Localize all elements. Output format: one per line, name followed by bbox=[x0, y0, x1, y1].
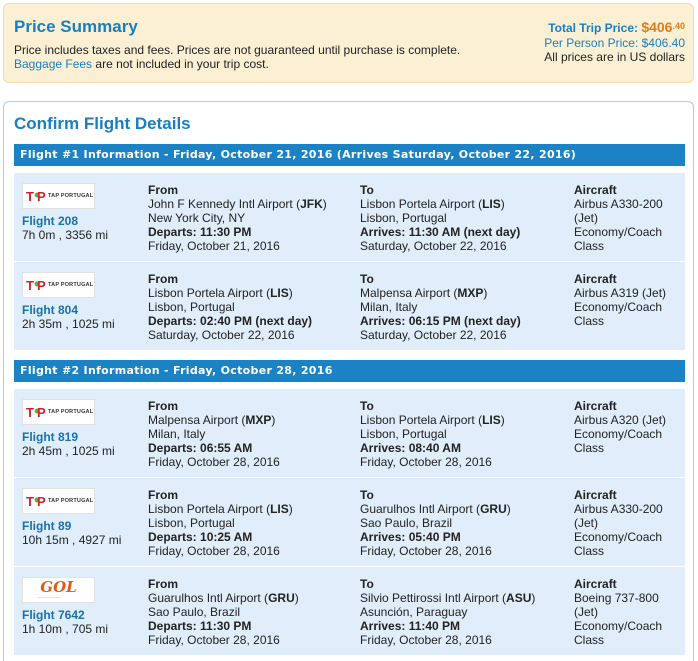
arrival-time: Arrives: 11:30 AM (next day) bbox=[360, 225, 521, 239]
svg-text:T: T bbox=[26, 494, 34, 509]
to-label: To bbox=[360, 272, 374, 286]
to-cell bbox=[351, 391, 564, 475]
gol-tagline: ~~~~~~~~~~ bbox=[37, 595, 61, 600]
from-label: From bbox=[148, 488, 178, 502]
tap-portugal-logo bbox=[22, 272, 95, 298]
aircraft-cell bbox=[565, 480, 683, 564]
flight-duration: 7h 0m , 3356 mi bbox=[22, 228, 109, 242]
from-paren: ) bbox=[294, 591, 299, 605]
tap-wordmark: TAP PORTUGAL bbox=[48, 282, 94, 288]
aircraft-label: Aircraft bbox=[574, 488, 617, 502]
baggage-note bbox=[14, 57, 269, 71]
tap-portugal-logo bbox=[22, 488, 95, 514]
from-paren: ) bbox=[322, 197, 327, 211]
airline-cell bbox=[16, 480, 138, 564]
flight-number: Flight 208 bbox=[22, 214, 79, 228]
flight-number: Flight 804 bbox=[22, 303, 79, 317]
svg-text:P: P bbox=[37, 189, 46, 204]
arrival-date: Friday, October 28, 2016 bbox=[360, 544, 492, 558]
from-label: From bbox=[148, 577, 178, 591]
arrival-date: Friday, October 28, 2016 bbox=[360, 633, 492, 647]
to-city: Lisbon, Portugal bbox=[360, 427, 447, 441]
arrival-date: Friday, October 28, 2016 bbox=[360, 455, 492, 469]
flight-leg-row bbox=[14, 388, 685, 477]
from-label: From bbox=[148, 183, 178, 197]
flight-section-header: Flight #2 Information - Friday, October 28, 2016 bbox=[14, 360, 685, 382]
arrival-date: Saturday, October 22, 2016 bbox=[360, 328, 507, 342]
tap-emblem-icon bbox=[26, 494, 48, 510]
departure-time: Departs: 10:25 AM bbox=[148, 530, 253, 544]
confirm-flight-details-title: Confirm Flight Details bbox=[14, 114, 191, 133]
from-cell bbox=[139, 391, 350, 475]
to-cell bbox=[351, 264, 564, 348]
svg-text:P: P bbox=[37, 494, 46, 509]
flight-number: Flight 819 bbox=[22, 430, 79, 444]
total-trip-price bbox=[544, 19, 685, 36]
from-label: From bbox=[148, 272, 178, 286]
departure-time: Departs: 02:40 PM (next day) bbox=[148, 314, 313, 328]
to-cell bbox=[351, 569, 564, 653]
price-summary-panel bbox=[3, 3, 694, 83]
tap-emblem-icon bbox=[26, 405, 48, 421]
to-label: To bbox=[360, 488, 374, 502]
to-label: To bbox=[360, 183, 374, 197]
to-airport: Malpensa Airport (MXP) bbox=[360, 286, 488, 300]
to-city: Lisbon, Portugal bbox=[360, 211, 447, 225]
aircraft-label: Aircraft bbox=[574, 577, 617, 591]
airline-cell bbox=[16, 391, 138, 475]
from-paren: ) bbox=[288, 286, 293, 300]
price-note: Price includes taxes and fees. Prices are not guaranteed until purchase is complete. bbox=[14, 43, 461, 57]
flight-section bbox=[14, 360, 685, 655]
flight-section-header: Flight #1 Information - Friday, October 21, 2016 (Arrives Saturday, October 22, 2016) bbox=[14, 144, 685, 166]
from-cell bbox=[139, 175, 350, 259]
from-city: Milan, Italy bbox=[148, 427, 206, 441]
to-paren: ) bbox=[531, 591, 536, 605]
to-airport: Silvio Pettirossi Intl Airport (ASU) bbox=[360, 591, 536, 605]
from-paren: ) bbox=[271, 413, 276, 427]
flight-leg-row bbox=[14, 477, 685, 566]
to-city: Milan, Italy bbox=[360, 300, 418, 314]
aircraft-label: Aircraft bbox=[574, 272, 617, 286]
flight-number: Flight 7642 bbox=[22, 608, 85, 622]
departure-date: Friday, October 28, 2016 bbox=[148, 544, 280, 558]
tap-portugal-logo bbox=[22, 183, 95, 209]
from-city: New York City, NY bbox=[148, 211, 246, 225]
flight-duration: 2h 35m , 1025 mi bbox=[22, 317, 115, 331]
flight-section bbox=[14, 144, 685, 350]
currency-note: All prices are in US dollars bbox=[544, 50, 685, 64]
aircraft-cell bbox=[565, 264, 683, 348]
to-airport: Lisbon Portela Airport (LIS) bbox=[360, 197, 505, 211]
gol-logo bbox=[22, 577, 95, 603]
from-cell bbox=[139, 569, 350, 653]
departure-time: Departs: 06:55 AM bbox=[148, 441, 253, 455]
confirm-flight-details-panel bbox=[3, 101, 694, 661]
to-paren: ) bbox=[500, 197, 505, 211]
departure-date: Friday, October 28, 2016 bbox=[148, 633, 280, 647]
aircraft-type: Airbus A320 (Jet) Economy/Coach Class bbox=[574, 413, 667, 455]
to-label: To bbox=[360, 577, 374, 591]
aircraft-label: Aircraft bbox=[574, 399, 617, 413]
aircraft-type: Boeing 737-800 (Jet) Economy/Coach Class bbox=[574, 591, 663, 647]
aircraft-cell bbox=[565, 175, 683, 259]
total-amount-cents: .40 bbox=[672, 21, 685, 31]
from-airport: Lisbon Portela Airport (LIS) bbox=[148, 502, 293, 516]
tap-emblem-icon bbox=[26, 278, 48, 294]
arrival-time: Arrives: 08:40 AM bbox=[360, 441, 461, 455]
baggage-fees-link[interactable]: Baggage Fees bbox=[14, 57, 93, 71]
flight-leg-row bbox=[14, 172, 685, 261]
to-city: Sao Paulo, Brazil bbox=[360, 516, 453, 530]
from-city: Sao Paulo, Brazil bbox=[148, 605, 241, 619]
arrival-time: Arrives: 05:40 PM bbox=[360, 530, 461, 544]
arrival-time: Arrives: 11:40 PM bbox=[360, 619, 461, 633]
departure-time: Departs: 11:30 PM bbox=[148, 619, 252, 633]
flight-leg-row bbox=[14, 261, 685, 350]
price-summary-title: Price Summary bbox=[14, 17, 138, 36]
airline-cell bbox=[16, 175, 138, 259]
flight-duration: 2h 45m , 1025 mi bbox=[22, 444, 115, 458]
total-amount-whole: $406 bbox=[641, 19, 673, 35]
baggage-note-text: are not included in your trip cost. bbox=[92, 57, 269, 71]
flight-duration: 1h 10m , 705 mi bbox=[22, 622, 109, 636]
gol-wordmark: GOL bbox=[40, 578, 77, 596]
arrival-time: Arrives: 06:15 PM (next day) bbox=[360, 314, 521, 328]
to-paren: ) bbox=[506, 502, 511, 516]
to-label: To bbox=[360, 399, 374, 413]
from-city: Lisbon, Portugal bbox=[148, 516, 235, 530]
departure-date: Saturday, October 22, 2016 bbox=[148, 328, 295, 342]
departure-date: Friday, October 21, 2016 bbox=[148, 239, 280, 253]
flight-duration: 10h 15m , 4927 mi bbox=[22, 533, 122, 547]
flight-leg-row bbox=[14, 566, 685, 655]
from-city: Lisbon, Portugal bbox=[148, 300, 235, 314]
tap-wordmark: TAP PORTUGAL bbox=[48, 193, 94, 199]
departure-date: Friday, October 28, 2016 bbox=[148, 455, 280, 469]
from-cell bbox=[139, 480, 350, 564]
aircraft-type: Airbus A319 (Jet) Economy/Coach Class bbox=[574, 286, 667, 328]
to-airport: Lisbon Portela Airport (LIS) bbox=[360, 413, 505, 427]
from-paren: ) bbox=[288, 502, 293, 516]
svg-text:T: T bbox=[26, 189, 34, 204]
from-airport: Malpensa Airport (MXP) bbox=[148, 413, 276, 427]
from-cell bbox=[139, 264, 350, 348]
tap-wordmark: TAP PORTUGAL bbox=[48, 498, 94, 504]
to-paren: ) bbox=[483, 286, 488, 300]
airline-cell bbox=[16, 264, 138, 348]
departure-time: Departs: 11:30 PM bbox=[148, 225, 252, 239]
from-label: From bbox=[148, 399, 178, 413]
svg-text:P: P bbox=[37, 405, 46, 420]
aircraft-label: Aircraft bbox=[574, 183, 617, 197]
from-airport: John F Kennedy Intl Airport (JFK) bbox=[148, 197, 327, 211]
from-airport: Lisbon Portela Airport (LIS) bbox=[148, 286, 293, 300]
price-totals bbox=[544, 19, 685, 64]
to-cell bbox=[351, 480, 564, 564]
airline-cell bbox=[16, 569, 138, 653]
flight-number: Flight 89 bbox=[22, 519, 72, 533]
to-cell bbox=[351, 175, 564, 259]
aircraft-cell bbox=[565, 391, 683, 475]
to-city: Asunción, Paraguay bbox=[360, 605, 468, 619]
aircraft-cell bbox=[565, 569, 683, 653]
tap-portugal-logo bbox=[22, 399, 95, 425]
from-airport: Guarulhos Intl Airport (GRU) bbox=[148, 591, 299, 605]
aircraft-type: Airbus A330-200 (Jet) Economy/Coach Class bbox=[574, 197, 663, 253]
per-person-price: Per Person Price: $406.40 bbox=[544, 36, 685, 50]
total-trip-price-amount bbox=[641, 19, 685, 35]
tap-wordmark: TAP PORTUGAL bbox=[48, 409, 94, 415]
total-trip-price-label: Total Trip Price: bbox=[548, 21, 642, 35]
arrival-date: Saturday, October 22, 2016 bbox=[360, 239, 507, 253]
tap-emblem-icon bbox=[26, 189, 48, 205]
svg-text:T: T bbox=[26, 405, 34, 420]
svg-text:P: P bbox=[37, 278, 46, 293]
to-paren: ) bbox=[500, 413, 505, 427]
aircraft-type: Airbus A330-200 (Jet) Economy/Coach Class bbox=[574, 502, 663, 558]
svg-text:T: T bbox=[26, 278, 34, 293]
to-airport: Guarulhos Intl Airport (GRU) bbox=[360, 502, 511, 516]
